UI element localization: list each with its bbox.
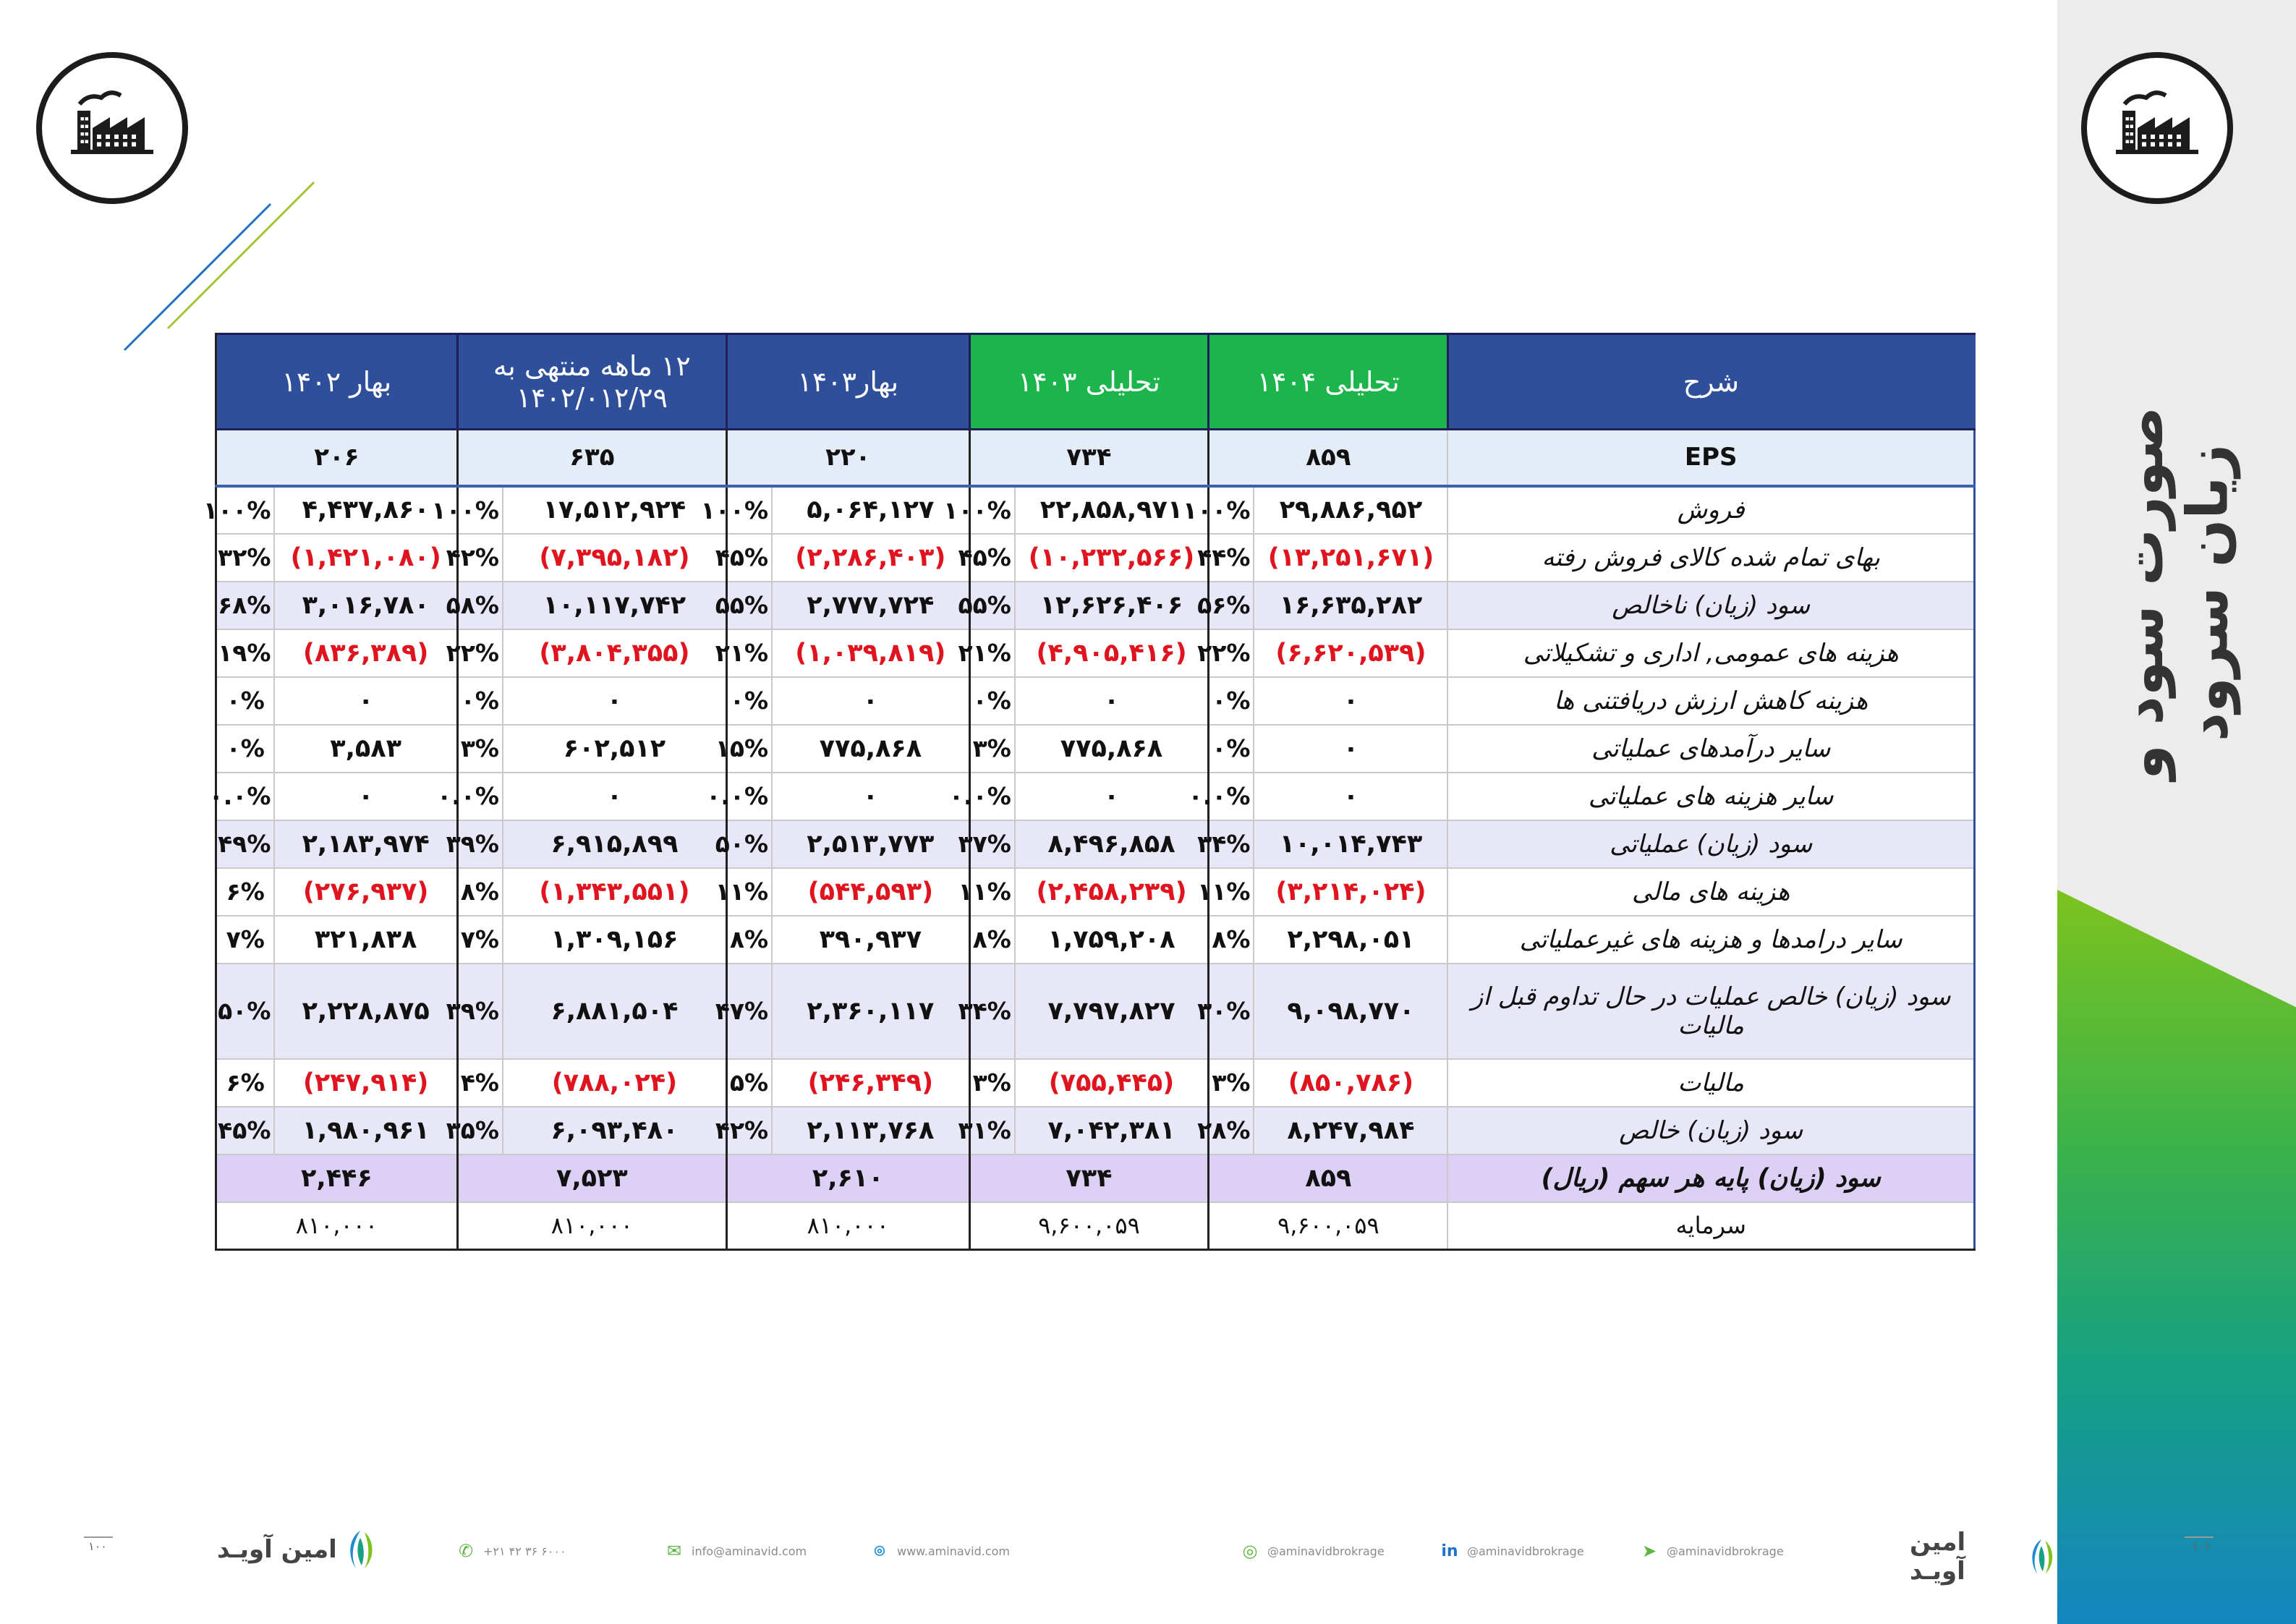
row-percent: ۰% <box>216 677 275 725</box>
row-percent: ۵۵% <box>969 582 1015 629</box>
row-value: ۰ <box>1015 773 1209 820</box>
capital-value: ۹,۶۰۰,۰۵۹ <box>1209 1202 1448 1250</box>
header-12-month-1402: ۱۲ ماهه منتهی به ۱۴۰۲/۰۱۲/۲۹ <box>457 334 726 430</box>
row-value: ۲,۱۸۳,۹۷۴ <box>274 820 457 868</box>
row-label: فروش <box>1447 486 1974 534</box>
row-percent: ۱۰۰% <box>969 486 1015 534</box>
row-percent: ۳۵% <box>457 1107 503 1155</box>
row-value: ۰ <box>1254 677 1447 725</box>
row-percent: ۰% <box>1209 725 1254 773</box>
header-analytic-1404: تحلیلی ۱۴۰۴ <box>1209 334 1448 430</box>
brand-logo-left <box>217 1528 378 1571</box>
eps-per-share-value: ۸۵۹ <box>1209 1155 1448 1202</box>
row-percent: ۱۹% <box>216 629 275 677</box>
row-value: (۵۴۴,۵۹۳) <box>772 868 969 916</box>
row-value: (۶,۶۲۰,۵۳۹) <box>1254 629 1447 677</box>
row-value: ۲,۲۹۸,۰۵۱ <box>1254 916 1447 964</box>
row-value: (۳,۸۰۴,۳۵۵) <box>503 629 726 677</box>
eps-per-share-value: ۷۳۴ <box>969 1155 1209 1202</box>
row-value: (۲۴۶,۳۴۹) <box>772 1059 969 1107</box>
row-percent: ۵۰% <box>726 820 772 868</box>
row-value: ۳,۵۸۳ <box>274 725 457 773</box>
row-value: ۲۹,۸۸۶,۹۵۲ <box>1254 486 1447 534</box>
row-percent: ۵۶% <box>1209 582 1254 629</box>
page-number-line-left <box>84 1536 113 1538</box>
row-value: ۰ <box>274 677 457 725</box>
row-value: ۰ <box>503 773 726 820</box>
row-percent: ۰.۰% <box>1209 773 1254 820</box>
row-value: ۰ <box>503 677 726 725</box>
row-percent: ۳۴% <box>1209 820 1254 868</box>
row-percent: ۸% <box>457 868 503 916</box>
row-value: ۵,۰۶۴,۱۲۷ <box>772 486 969 534</box>
row-value: ۶,۹۱۵,۸۹۹ <box>503 820 726 868</box>
table-row <box>216 677 1975 725</box>
row-percent: ۲۸% <box>1209 1107 1254 1155</box>
row-percent: ۰.۰% <box>726 773 772 820</box>
eps-per-share-value: ۲,۶۱۰ <box>726 1155 969 1202</box>
row-value: ۰ <box>1254 773 1447 820</box>
row-percent: ۳۴% <box>969 964 1015 1059</box>
row-percent: ۱۰۰% <box>216 486 275 534</box>
table-row <box>216 629 1975 677</box>
row-percent: ۸% <box>1209 916 1254 964</box>
header-spring-1403: بهار۱۴۰۳ <box>726 334 969 430</box>
row-percent: ۲۱% <box>726 629 772 677</box>
table-row <box>216 725 1975 773</box>
row-percent: ۴۲% <box>726 1107 772 1155</box>
row-percent: ۴۴% <box>1209 534 1254 582</box>
row-value: ۳۹۰,۹۳۷ <box>772 916 969 964</box>
eps-label: EPS <box>1447 430 1974 486</box>
row-value: ۶,۸۸۱,۵۰۴ <box>503 964 726 1059</box>
linkedin-text: @aminavidbrokrage <box>1467 1544 1584 1558</box>
row-value: (۷۵۵,۴۴۵) <box>1015 1059 1209 1107</box>
row-percent: ۸% <box>726 916 772 964</box>
row-value: ۱,۹۸۰,۹۶۱ <box>274 1107 457 1155</box>
email-icon: ✉ <box>666 1541 682 1561</box>
row-label: مالیات <box>1447 1059 1974 1107</box>
row-value: ۱۶,۶۳۵,۲۸۲ <box>1254 582 1447 629</box>
brand-mark-icon <box>343 1528 378 1571</box>
row-value: ۰ <box>1254 725 1447 773</box>
row-label: سایر درامدها و هزینه های غیرعملیاتی <box>1447 916 1974 964</box>
row-value: ۱۲,۶۲۶,۴۰۶ <box>1015 582 1209 629</box>
row-value: ۸,۴۹۶,۸۵۸ <box>1015 820 1209 868</box>
row-label: سود (زیان) ناخالص <box>1447 582 1974 629</box>
row-value: ۳۲۱,۸۳۸ <box>274 916 457 964</box>
phone-icon: ✆ <box>458 1541 474 1561</box>
sidebar-gradient <box>2057 890 2296 1624</box>
row-percent: ۴۲% <box>457 534 503 582</box>
row-percent: ۱۵% <box>726 725 772 773</box>
row-percent: ۲۱% <box>969 629 1015 677</box>
linkedin-icon: in <box>1441 1542 1458 1560</box>
row-percent: ۳۹% <box>457 964 503 1059</box>
row-value: ۲,۲۲۸,۸۷۵ <box>274 964 457 1059</box>
eps-value: ۲۲۰ <box>726 430 969 486</box>
factory-logo-right <box>2081 52 2233 204</box>
website-text: www.aminavid.com <box>897 1544 1010 1558</box>
row-value: (۷,۳۹۵,۱۸۲) <box>503 534 726 582</box>
row-label: هزینه کاهش ارزش دریافتنی ها <box>1447 677 1974 725</box>
row-value: ۱,۷۵۹,۲۰۸ <box>1015 916 1209 964</box>
row-value: ۱۰,۱۱۷,۷۴۲ <box>503 582 726 629</box>
row-value: (۸۵۰,۷۸۶) <box>1254 1059 1447 1107</box>
row-value: ۴,۴۳۷,۸۶۰ <box>274 486 457 534</box>
row-percent: ۶% <box>216 1059 275 1107</box>
row-value: ۲۲,۸۵۸,۹۷۱ <box>1015 486 1209 534</box>
row-percent: ۱۰۰% <box>726 486 772 534</box>
row-percent: ۷% <box>457 916 503 964</box>
row-value: (۲,۴۵۸,۲۳۹) <box>1015 868 1209 916</box>
row-percent: ۱۱% <box>969 868 1015 916</box>
row-percent: ۵۸% <box>457 582 503 629</box>
row-label: هزینه های عمومی, اداری و تشکیلاتی <box>1447 629 1974 677</box>
factory-icon <box>2103 74 2211 182</box>
eps-value: ۸۵۹ <box>1209 430 1448 486</box>
row-value: ۹,۰۹۸,۷۷۰ <box>1254 964 1447 1059</box>
telegram-text: @aminavidbrokrage <box>1667 1544 1784 1558</box>
row-value: (۲۷۶,۹۳۷) <box>274 868 457 916</box>
row-value: ۲,۵۱۳,۷۷۳ <box>772 820 969 868</box>
table-row <box>216 868 1975 916</box>
row-value: ۷,۷۹۷,۸۲۷ <box>1015 964 1209 1059</box>
row-percent: ۳۰% <box>1209 964 1254 1059</box>
page-number-line-right <box>2185 1536 2214 1538</box>
row-value: ۰ <box>1015 677 1209 725</box>
row-label: سایر هزینه های عملیاتی <box>1447 773 1974 820</box>
row-label: سود (زیان) عملیاتی <box>1447 820 1974 868</box>
table-row <box>216 486 1975 534</box>
row-percent: ۵۰% <box>216 964 275 1059</box>
table-row <box>216 1059 1975 1107</box>
mouse-icon: ⌾ <box>874 1541 885 1561</box>
row-value: (۲۴۷,۹۱۴) <box>274 1059 457 1107</box>
row-percent: ۷% <box>216 916 275 964</box>
row-percent: ۲۲% <box>457 629 503 677</box>
instagram-icon: ◎ <box>1242 1541 1258 1561</box>
row-value: ۰ <box>274 773 457 820</box>
brand-mark-icon <box>2025 1535 2057 1578</box>
page-title <box>2057 340 2296 846</box>
row-label: هزینه های مالی <box>1447 868 1974 916</box>
row-value: (۷۸۸,۰۲۴) <box>503 1059 726 1107</box>
row-value: (۱۰,۲۳۲,۵۶۶) <box>1015 534 1209 582</box>
row-percent: ۴۹% <box>216 820 275 868</box>
eps-per-share-value: ۷,۵۲۳ <box>457 1155 726 1202</box>
eps-value: ۲۰۶ <box>216 430 458 486</box>
table-row <box>216 534 1975 582</box>
row-percent: ۳۱% <box>969 1107 1015 1155</box>
footer-telegram[interactable] <box>1639 1541 1784 1561</box>
footer-website[interactable] <box>869 1541 1010 1561</box>
row-value: ۶۰۲,۵۱۲ <box>503 725 726 773</box>
factory-icon <box>58 74 166 182</box>
page-number-right: ۱۰۱ <box>2192 1539 2211 1553</box>
row-value: (۱,۰۳۹,۸۱۹) <box>772 629 969 677</box>
row-percent: ۱۰۰% <box>457 486 503 534</box>
row-percent: ۴% <box>457 1059 503 1107</box>
row-percent: ۶۸% <box>216 582 275 629</box>
row-percent: ۲۲% <box>1209 629 1254 677</box>
row-percent: ۶% <box>216 868 275 916</box>
row-percent: ۰% <box>457 677 503 725</box>
row-value: ۱,۳۰۹,۱۵۶ <box>503 916 726 964</box>
row-percent: ۰% <box>969 677 1015 725</box>
row-percent: ۳۹% <box>457 820 503 868</box>
header-analytic-1403: تحلیلی ۱۴۰۳ <box>969 334 1209 430</box>
row-percent: ۳۷% <box>969 820 1015 868</box>
row-percent: ۵% <box>726 1059 772 1107</box>
row-percent: ۸% <box>969 916 1015 964</box>
row-percent: ۰% <box>726 677 772 725</box>
row-percent: ۰.۰% <box>457 773 503 820</box>
row-label: سود (زیان) خالص <box>1447 1107 1974 1155</box>
footer-email[interactable] <box>664 1541 807 1561</box>
table-row <box>216 582 1975 629</box>
table-row <box>216 1107 1975 1155</box>
eps-value: ۷۳۴ <box>969 430 1209 486</box>
row-value: ۱۷,۵۱۲,۹۲۴ <box>503 486 726 534</box>
row-value: ۰ <box>772 677 969 725</box>
row-label: بهای تمام شده کالای فروش رفته <box>1447 534 1974 582</box>
eps-value: ۶۳۵ <box>457 430 726 486</box>
footer <box>0 1512 2211 1586</box>
row-percent: ۳% <box>969 725 1015 773</box>
row-value: ۶,۰۹۳,۴۸۰ <box>503 1107 726 1155</box>
row-percent: ۴۵% <box>726 534 772 582</box>
row-percent: ۱۱% <box>1209 868 1254 916</box>
page-number-left: ۱۰۰ <box>88 1539 107 1553</box>
table-row <box>216 964 1975 1059</box>
row-percent: ۰% <box>216 725 275 773</box>
row-value: (۱۳,۲۵۱,۶۷۱) <box>1254 534 1447 582</box>
footer-linkedin[interactable] <box>1440 1541 1584 1561</box>
page-title-text: صورت سود و زیان سرود <box>2111 407 2241 780</box>
row-value: (۲,۲۸۶,۴۰۳) <box>772 534 969 582</box>
table-row <box>216 820 1975 868</box>
header-spring-1402: بهار ۱۴۰۲ <box>216 334 458 430</box>
row-percent: ۱۱% <box>726 868 772 916</box>
table-row <box>216 773 1975 820</box>
capital-value: ۸۱۰,۰۰۰ <box>216 1202 458 1250</box>
row-value: ۷,۰۴۲,۳۸۱ <box>1015 1107 1209 1155</box>
eps-per-share-value: ۲,۴۴۶ <box>216 1155 458 1202</box>
header-description: شرح <box>1447 334 1974 430</box>
row-percent: ۳۲% <box>216 534 275 582</box>
email-text: info@aminavid.com <box>692 1544 807 1558</box>
row-percent: ۳% <box>969 1059 1015 1107</box>
footer-instagram[interactable] <box>1240 1541 1385 1561</box>
brand-name: امین آویـد <box>217 1535 337 1564</box>
income-statement-table <box>203 333 1976 1251</box>
phone-text: +۲۱ ۴۲ ۳۶ ۶۰۰۰ <box>483 1544 566 1558</box>
row-value: (۱,۴۲۱,۰۸۰) <box>274 534 457 582</box>
row-value: ۲,۳۶۰,۱۱۷ <box>772 964 969 1059</box>
row-value: (۴,۹۰۵,۴۱۶) <box>1015 629 1209 677</box>
row-value: ۷۷۵,۸۶۸ <box>1015 725 1209 773</box>
row-label: سود (زیان) خالص عملیات در حال تداوم قبل از مالیات <box>1447 964 1974 1059</box>
row-value: ۰ <box>772 773 969 820</box>
brand-name: امین آویـد <box>1910 1528 1966 1586</box>
telegram-icon: ➤ <box>1641 1541 1657 1561</box>
row-percent: ۰.۰% <box>216 773 275 820</box>
footer-phone[interactable] <box>456 1541 566 1561</box>
capital-label: سرمایه <box>1447 1202 1974 1250</box>
capital-value: ۸۱۰,۰۰۰ <box>457 1202 726 1250</box>
row-value: ۳,۰۱۶,۷۸۰ <box>274 582 457 629</box>
table-row <box>216 916 1975 964</box>
row-percent: ۳% <box>457 725 503 773</box>
row-value: ۲,۱۱۳,۷۶۸ <box>772 1107 969 1155</box>
capital-value: ۹,۶۰۰,۰۵۹ <box>969 1202 1209 1250</box>
row-percent: ۱۰۰% <box>1209 486 1254 534</box>
row-label: سایر درآمدهای عملیاتی <box>1447 725 1974 773</box>
row-percent: ۰.۰% <box>969 773 1015 820</box>
row-percent: ۴۷% <box>726 964 772 1059</box>
row-value: ۲,۷۷۷,۷۲۴ <box>772 582 969 629</box>
row-value: (۳,۲۱۴,۰۲۴) <box>1254 868 1447 916</box>
capital-value: ۸۱۰,۰۰۰ <box>726 1202 969 1250</box>
row-percent: ۰% <box>1209 677 1254 725</box>
row-percent: ۴۵% <box>216 1107 275 1155</box>
brand-logo-right <box>1910 1528 2057 1586</box>
row-value: ۷۷۵,۸۶۸ <box>772 725 969 773</box>
instagram-text: @aminavidbrokrage <box>1267 1544 1385 1558</box>
row-value: (۸۳۶,۳۸۹) <box>274 629 457 677</box>
row-percent: ۴۵% <box>969 534 1015 582</box>
eps-per-share-label: سود (زیان) پایه هر سهم (ریال) <box>1447 1155 1974 1202</box>
row-value: ۸,۲۴۷,۹۸۴ <box>1254 1107 1447 1155</box>
row-percent: ۵۵% <box>726 582 772 629</box>
row-percent: ۳% <box>1209 1059 1254 1107</box>
row-value: ۱۰,۰۱۴,۷۴۳ <box>1254 820 1447 868</box>
row-value: (۱,۳۴۳,۵۵۱) <box>503 868 726 916</box>
